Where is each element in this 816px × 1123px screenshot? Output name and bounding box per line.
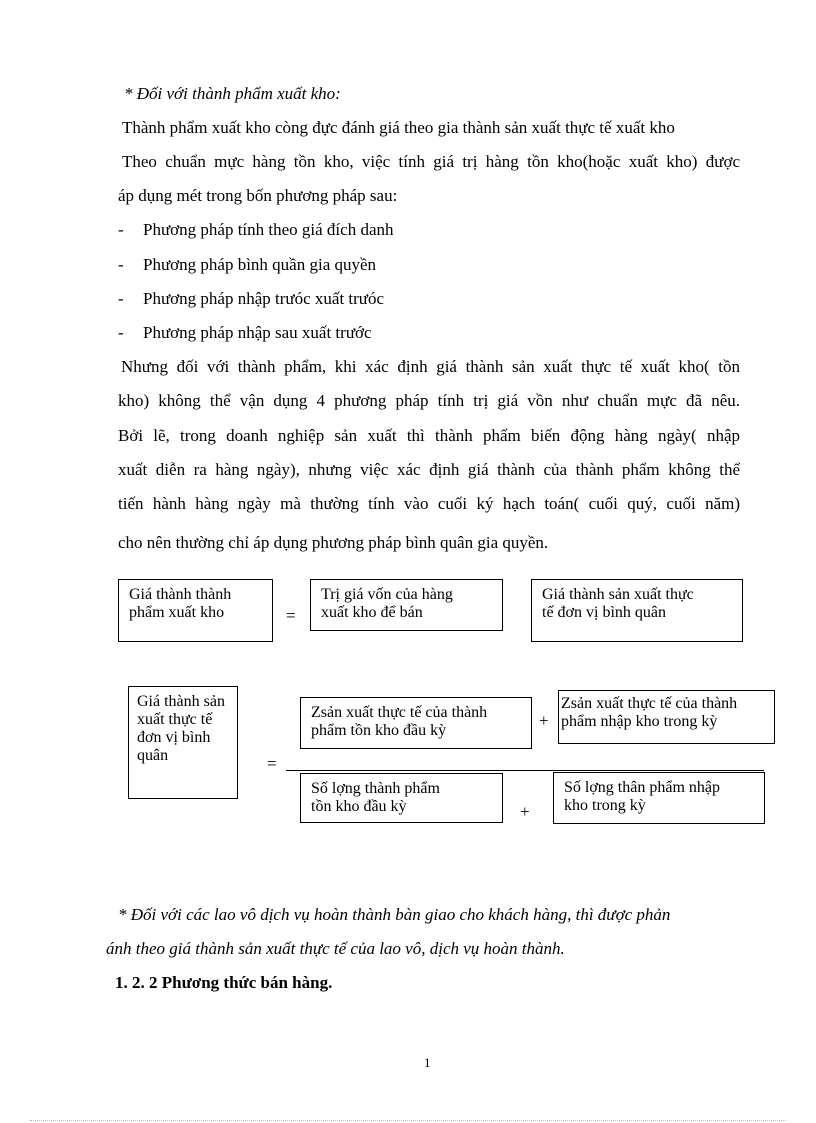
paragraph-line: cho nên thường chỉ áp dụng phương pháp bình quân gia quyền. <box>118 533 549 552</box>
formula1-right-box <box>531 579 743 642</box>
box-line: phẩm xuất kho <box>129 604 225 621</box>
box-line: Số lợng thành phẩm <box>311 780 440 797</box>
box-line: phẩm tồn kho đầu kỳ <box>311 722 447 739</box>
paragraph-line: tiến hành hàng ngày mà thường tính vào cuối ký hạch toán( cuối quý, cuối năm) <box>118 494 740 513</box>
box-line: Giá thành sản xuất thực <box>542 586 694 603</box>
finished-goods-line-1: Thành phẩm xuất kho còng đực đánh giá theo gia thành sản xuất thực tế xuất kho <box>122 118 675 137</box>
list-item-bullet: - <box>118 323 124 342</box>
section-heading-sales-methods: 1. 2. 2 Phương thức bán hàng. <box>115 973 333 992</box>
finished-goods-line-3: áp dụng mét trong bốn phương pháp sau: <box>118 186 398 205</box>
service-line-2: ánh theo giá thành sản xuất thực tế của lao vô, dịch vụ hoàn thành. <box>106 939 565 958</box>
box-line: quân <box>137 747 169 764</box>
box-line: tồn kho đầu kỳ <box>311 798 407 815</box>
box-line: xuất thực tế <box>137 711 213 728</box>
service-line-1: * Đối với các lao vô dịch vụ hoàn thành bàn giao cho khách hàng, thì được phản <box>118 905 671 924</box>
paragraph-line: Bởi lẽ, trong doanh nghiệp sản xuất thì thành phẩm biến động hàng ngày( nhập <box>118 426 740 445</box>
box-line: đơn vị bình <box>137 729 211 746</box>
list-item: Phương pháp nhập trưóc xuất trưóc <box>143 289 385 308</box>
box-line: kho trong kỳ <box>564 797 646 814</box>
list-item: Phương pháp bình quần gia quyền <box>143 255 377 274</box>
list-item: Phương pháp tính theo giá đích danh <box>143 220 394 239</box>
box-line: tế đơn vị bình quân <box>542 604 666 621</box>
list-item-bullet: - <box>118 220 124 239</box>
box-line: Zsản xuất thực tế của thành <box>311 704 488 721</box>
list-item: Phương pháp nhập sau xuất trước <box>143 323 372 342</box>
denominator-term-a <box>300 773 503 823</box>
paragraph-line: xuất diễn ra hàng ngày), nhưng việc xác định giá thành của thành phẩm không thể <box>118 460 740 479</box>
box-line: Giá thành sản <box>137 693 225 710</box>
box-line: Số lợng thân phẩm nhập <box>564 779 720 796</box>
plus-sign: + <box>539 711 549 730</box>
box-line: Trị giá vốn của hàng <box>321 586 453 603</box>
fraction-bar <box>286 770 764 771</box>
numerator-term-b <box>558 690 775 744</box>
denominator-term-b <box>553 772 765 824</box>
box-line: phẩm nhập kho trong kỳ <box>561 713 718 730</box>
page-footer-divider <box>30 1120 786 1121</box>
equals-sign: = <box>286 606 296 625</box>
equals-sign: = <box>267 754 277 773</box>
box-line: Giá thành thành <box>129 586 232 603</box>
section-heading-finished-goods: * Đối với thành phẩm xuất kho: <box>124 84 341 103</box>
list-item-bullet: - <box>118 289 124 308</box>
finished-goods-line-2: Theo chuẩn mực hàng tồn kho, việc tính giá trị hàng tồn kho(hoặc xuất kho) được <box>122 152 740 171</box>
formula2-left-box <box>128 686 238 799</box>
paragraph-line: Nhưng đối với thành phẩm, khi xác định giá thành sản xuất thực tế xuất kho( tồn <box>121 357 740 376</box>
box-line: xuất kho để bán <box>321 604 423 621</box>
formula1-middle-box <box>310 579 503 631</box>
plus-sign: + <box>520 802 530 821</box>
page-number: 1 <box>424 1055 431 1070</box>
paragraph-line: kho) không thể vận dụng 4 phương pháp tính trị giá vồn như chuẩn mực đã nêu. <box>118 391 740 410</box>
box-line: Zsản xuất thực tế của thành <box>561 695 738 712</box>
formula1-left-box <box>118 579 273 642</box>
numerator-term-a <box>300 697 532 749</box>
list-item-bullet: - <box>118 255 124 274</box>
